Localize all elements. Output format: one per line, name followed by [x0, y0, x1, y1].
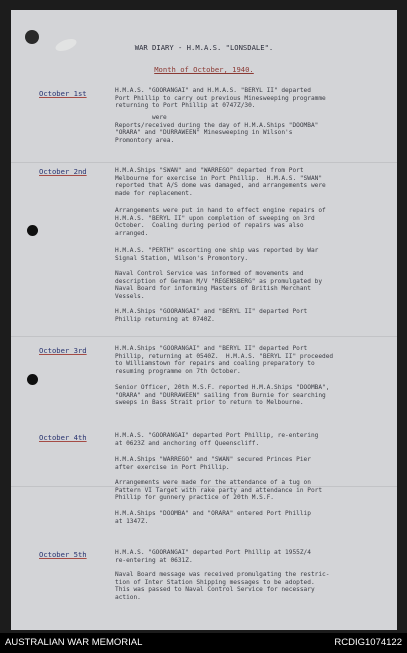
punch-hole	[27, 374, 38, 385]
entry-paragraph: H.M.A.S. "GOORANGAI" departed Port Phillip at 1955Z/4 re-entering at 0631Z.	[115, 549, 311, 564]
archive-name: AUSTRALIAN WAR MEMORIAL	[5, 637, 143, 648]
entry-paragraph: H.M.A.Ships "DOOMBA" and "ORARA" entered Port Phillip at 1347Z.	[115, 510, 311, 525]
record-id: RCDIG1074122	[334, 637, 402, 648]
entry-date: October 1st	[39, 89, 87, 98]
archive-footer	[0, 633, 407, 653]
entry-paragraph: H.M.A.Ships "WARREGO" and "SWAN" secured Princes Pier after exercise in Port Phillip.	[115, 456, 311, 471]
fold-line	[11, 162, 397, 163]
entry-paragraph: Naval Board message was received promulgating the restric- tion of Inter Station Shipping messages to be adopted. This was passed to Naval Control Service for necessary action.	[115, 571, 330, 602]
diary-page	[11, 10, 397, 630]
ink-stain	[25, 30, 39, 44]
diary-title: WAR DIARY - H.M.A.S. "LONSDALE".	[134, 43, 274, 52]
fold-line	[11, 336, 397, 337]
month-heading: Month of October, 1940.	[154, 65, 254, 74]
punch-hole	[27, 225, 38, 236]
entry-paragraph: Arrangements were put in hand to effect engine repairs of H.M.A.S. "BERYL II" upon completion of sweeping on 3rd October. Coaling during period of repairs was also arranged.	[115, 207, 326, 238]
entry-paragraph: Naval Control Service was informed of movements and description of German M/V "REGENSBERG" as promulgated by Naval Board for informing Masters of British Merchant Vessels.	[115, 270, 323, 301]
entry-paragraph: H.M.A.S. "GOORANGAI" departed Port Phillip, re-entering at 0623Z and anchoring off Queenscliff.	[115, 432, 319, 447]
entry-paragraph: H.M.A.S. "GOORANGAI" and H.M.A.S. "BERYL II" departed Port Phillip to carry out previous Minesweeping programme returning to Port Phillip at 0747Z/30.	[115, 87, 326, 110]
entry-date: October 2nd	[39, 167, 87, 176]
entry-paragraph: H.M.A.S. "PERTH" escorting one ship was reported by War Signal Station, Wilson's Promontory.	[115, 247, 319, 262]
entry-paragraph: Arrangements were made for the attendance of a tug on Pattern VI Target with rake party and attendance in Port Phillip for gunnery practice of 20th M.S.F.	[115, 479, 323, 502]
entry-paragraph: H.M.A.Ships "SWAN" and "WARREGO" departed from Port Melbourne for exercise in Port Phillip. H.M.A.S. "SWAN" reported that A/S dome was damaged, and arrangements were made for replacement.	[115, 167, 326, 198]
entry-date: October 4th	[39, 433, 87, 442]
entry-date: October 3rd	[39, 346, 87, 355]
entry-paragraph: H.M.A.Ships "GOORANGAI" and "BERYL II" departed Port Phillip returning at 0740Z.	[115, 308, 308, 323]
entry-date: October 5th	[39, 550, 87, 559]
entry-paragraph: H.M.A.Ships "GOORANGAI" and "BERYL II" departed Port Phillip, returning at 0540Z. H.M.A.S. "BERYL II" proceeded to Williamstown for repairs and coaling preparatory to resuming programme on 7th October.	[115, 345, 334, 376]
entry-paragraph: Senior Officer, 20th M.S.F. reported H.M.A.Ships "DOOMBA", "ORARA" and "DURRAWEEN" sailing from Burnie for searching sweeps in Bass Strait prior to return to Melbourne.	[115, 384, 330, 407]
entry-paragraph: were Reports/received during the day of H.M.A.Ships "DOOMBA" "ORARA" and "DURRAWEEN" Minesweeping in Wilson's Promontory area.	[115, 114, 319, 145]
